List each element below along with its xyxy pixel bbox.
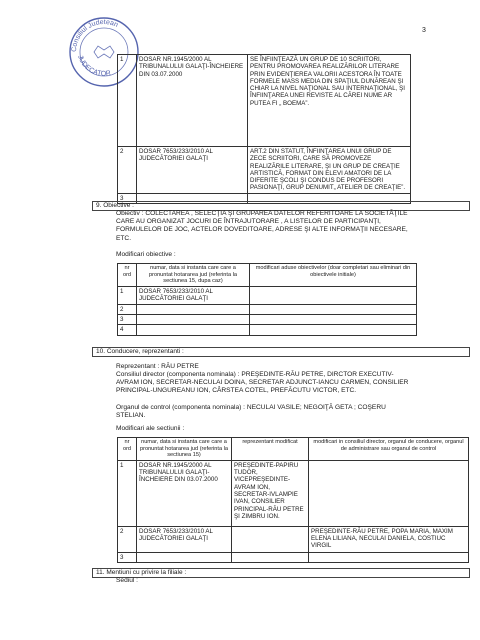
modification-cell	[309, 552, 469, 562]
table-row	[118, 552, 469, 562]
row-number: 4	[118, 325, 137, 335]
representative-cell	[232, 526, 309, 552]
row-number: 3	[118, 552, 137, 562]
section-10-mod-label: Modificari ale sectiunii :	[116, 425, 185, 432]
row-number: 3	[118, 193, 137, 203]
modification-cell	[250, 286, 417, 304]
dosar-cell: DOSAR 7653/233/2010 AL JUDECĂTORIEI GALAŢI	[137, 526, 232, 552]
header-nr: nr ord	[118, 438, 137, 461]
stamp-text-top: Consiliul Judetean	[70, 18, 119, 53]
svg-text:JUDECATOR	[76, 54, 111, 77]
header-dosar: numar, data si instanta care care a pronuntat hotararea jud (referinta la sectiunea 15)	[137, 438, 232, 461]
section-9-heading: 9. Obiective :	[92, 201, 470, 211]
section-11-sediul: Sediul :	[116, 577, 138, 584]
dosar-cell: DOSAR NR.1945/2000 AL TRIBUNALULUI GALAŢI-ÎNCHEIERE DIN 03.07.2000	[137, 460, 232, 526]
page-number: 3	[422, 27, 426, 34]
dosar-cell: DOSAR 7653/233/2010 AL JUDECĂTORIEI GALAŢI	[137, 286, 250, 304]
dosar-cell	[137, 552, 232, 562]
stamp-text-bottom: JUDECATOR	[76, 54, 112, 78]
section-10-board: Consiliul director (componenta nominala) : PREŞEDINTE-RĂU PETRE, DIRCTOR EXECUTIV-AVRAM ION, SECRETAR-NECULAI DOINA, SECRETAR ADJUNCT-IANCU CARMEN, CONSILIER PRINCIPAL-UNGUREANU ION, CÂRSTEA COTEL, PREFĂCUTU VICTOR, ETC.	[116, 371, 409, 395]
modification-cell	[309, 460, 469, 526]
dosar-cell	[137, 315, 250, 325]
row-number: 2	[118, 526, 137, 552]
section-10-heading: 10. Conducere, reprezentanti :	[92, 347, 470, 357]
modification-cell: ART.2 DIN STATUT, ÎNFIINŢAREA UNUI GRUP DE ZECE SCRIITORI, CARE SĂ PROMOVEZE REALIZĂRILE LITERARE, ŞI UN GRUP DE CREAŢIE ARTISTICĂ, FORMAT DIN ELEVI AMATORI DE LA DIFERITE ŞCOLI ŞI CONDUS DE PROFESORI PASIONAŢI, GRUP DENUMIT„ ATELIER DE CREAŢIE”.	[248, 147, 411, 194]
row-number: 2	[118, 147, 137, 194]
section-9-objective-text: Obiectiv : COLECTAREA , SELECŢIA ŞI GRUPAREA DATELOR REFERITOARE LA SOCIETĂŢILE CARE AU ORGANIZAT JOCURI DE ÎNTRAJUTORARE , A LISTELOR DE PARTICIPANŢI, FORMULELOR DE JOC, ACTELOR DOVEDITOARE, ADRESE ŞI ALTE INFORMAŢII NECESARE, ETC.	[116, 210, 408, 242]
section-11-heading: 11. Mentiuni cu privire la filiale :	[92, 568, 470, 578]
table-header-row	[118, 438, 469, 461]
modification-cell	[250, 315, 417, 325]
table-row	[118, 325, 417, 335]
table-header-row	[118, 264, 417, 287]
row-number: 1	[118, 55, 137, 147]
svg-text:Consiliul Judetean	[71, 19, 119, 52]
table-row	[118, 315, 417, 325]
section-9-mod-label: Modificari obiective :	[116, 251, 176, 258]
table-row	[118, 147, 411, 194]
representative-cell: PREŞEDINTE-PAPIRU TUDOR, VICEPREŞEDINTE-AVRAM ION, SECRETAR-IVLAMPIE IVAN, CONSILIER PRINCIPAL-RĂU PETRE ŞI ZIMBRU ION.	[232, 460, 309, 526]
header-nr: nr ord	[118, 264, 137, 287]
header-mod: modificari aduse obiectivelor (doar completari sau eliminari din obiectivele initiale)	[250, 264, 417, 287]
registry-table-top	[117, 54, 411, 204]
row-number: 2	[118, 304, 137, 314]
row-number: 1	[118, 460, 137, 526]
header-rep: reprezentant modificat	[232, 438, 309, 461]
dosar-cell	[137, 304, 250, 314]
dosar-cell: DOSAR NR.1945/2000 AL TRIBUNALULUI GALAŢI-ÎNCHEIERE DIN 03.07.2000	[137, 55, 248, 147]
row-number: 3	[118, 315, 137, 325]
dosar-cell: DOSAR 7653/233/2010 AL JUDECĂTORIEI GALAŢI	[137, 147, 248, 194]
header-dosar: numar, data si instanta care care a pronuntat hotararea jud (referinta la sectiunea 15, dupa caz)	[137, 264, 250, 287]
objectives-modifications-table	[117, 263, 417, 336]
table-row	[118, 304, 417, 314]
leadership-modifications-table	[117, 437, 469, 563]
modification-cell: PREŞEDINTE-RĂU PETRE, POPA MARIA, MAXIM ELENA LILIANA, NECULAI DANIELA, COSTIUC VIRGIL	[309, 526, 469, 552]
dosar-cell	[137, 325, 250, 335]
table-row	[118, 526, 469, 552]
section-10-representative: Reprezentant : RĂU PETRE	[116, 363, 199, 370]
modification-cell	[250, 325, 417, 335]
modification-cell	[250, 304, 417, 314]
section-10-control: Organul de control (componenta nominala) : NECULAI VASILE; NEGOIŢĂ GETA ; COŞERU STELIAN.	[116, 404, 386, 420]
row-number: 1	[118, 286, 137, 304]
modification-cell: SE ÎNFIINŢEAZĂ UN GRUP DE 10 SCRIITORI, PENTRU PROMOVAREA REALIZĂRILOR LITERARE PRIN EVIDENŢIEREA VALORII ACESTORA ÎN TOATE FORMELE MASS MEDIA DIN SPAŢIUL DUNĂREAN ŞI CHIAR LA NIVEL NAŢIONAL SAU INTERNAŢIONAL, ŞI ÎNFIINŢAREA UNEI REVISTE AL CĂREI NUME AR PUTEA FI „ BOEMA”.	[248, 55, 411, 147]
header-mod: modificari in consiliul director, organul de conducere, organul de administrare sau organul de control	[309, 438, 469, 461]
representative-cell	[232, 552, 309, 562]
table-row	[118, 286, 417, 304]
table-row	[118, 55, 411, 147]
table-row	[118, 460, 469, 526]
